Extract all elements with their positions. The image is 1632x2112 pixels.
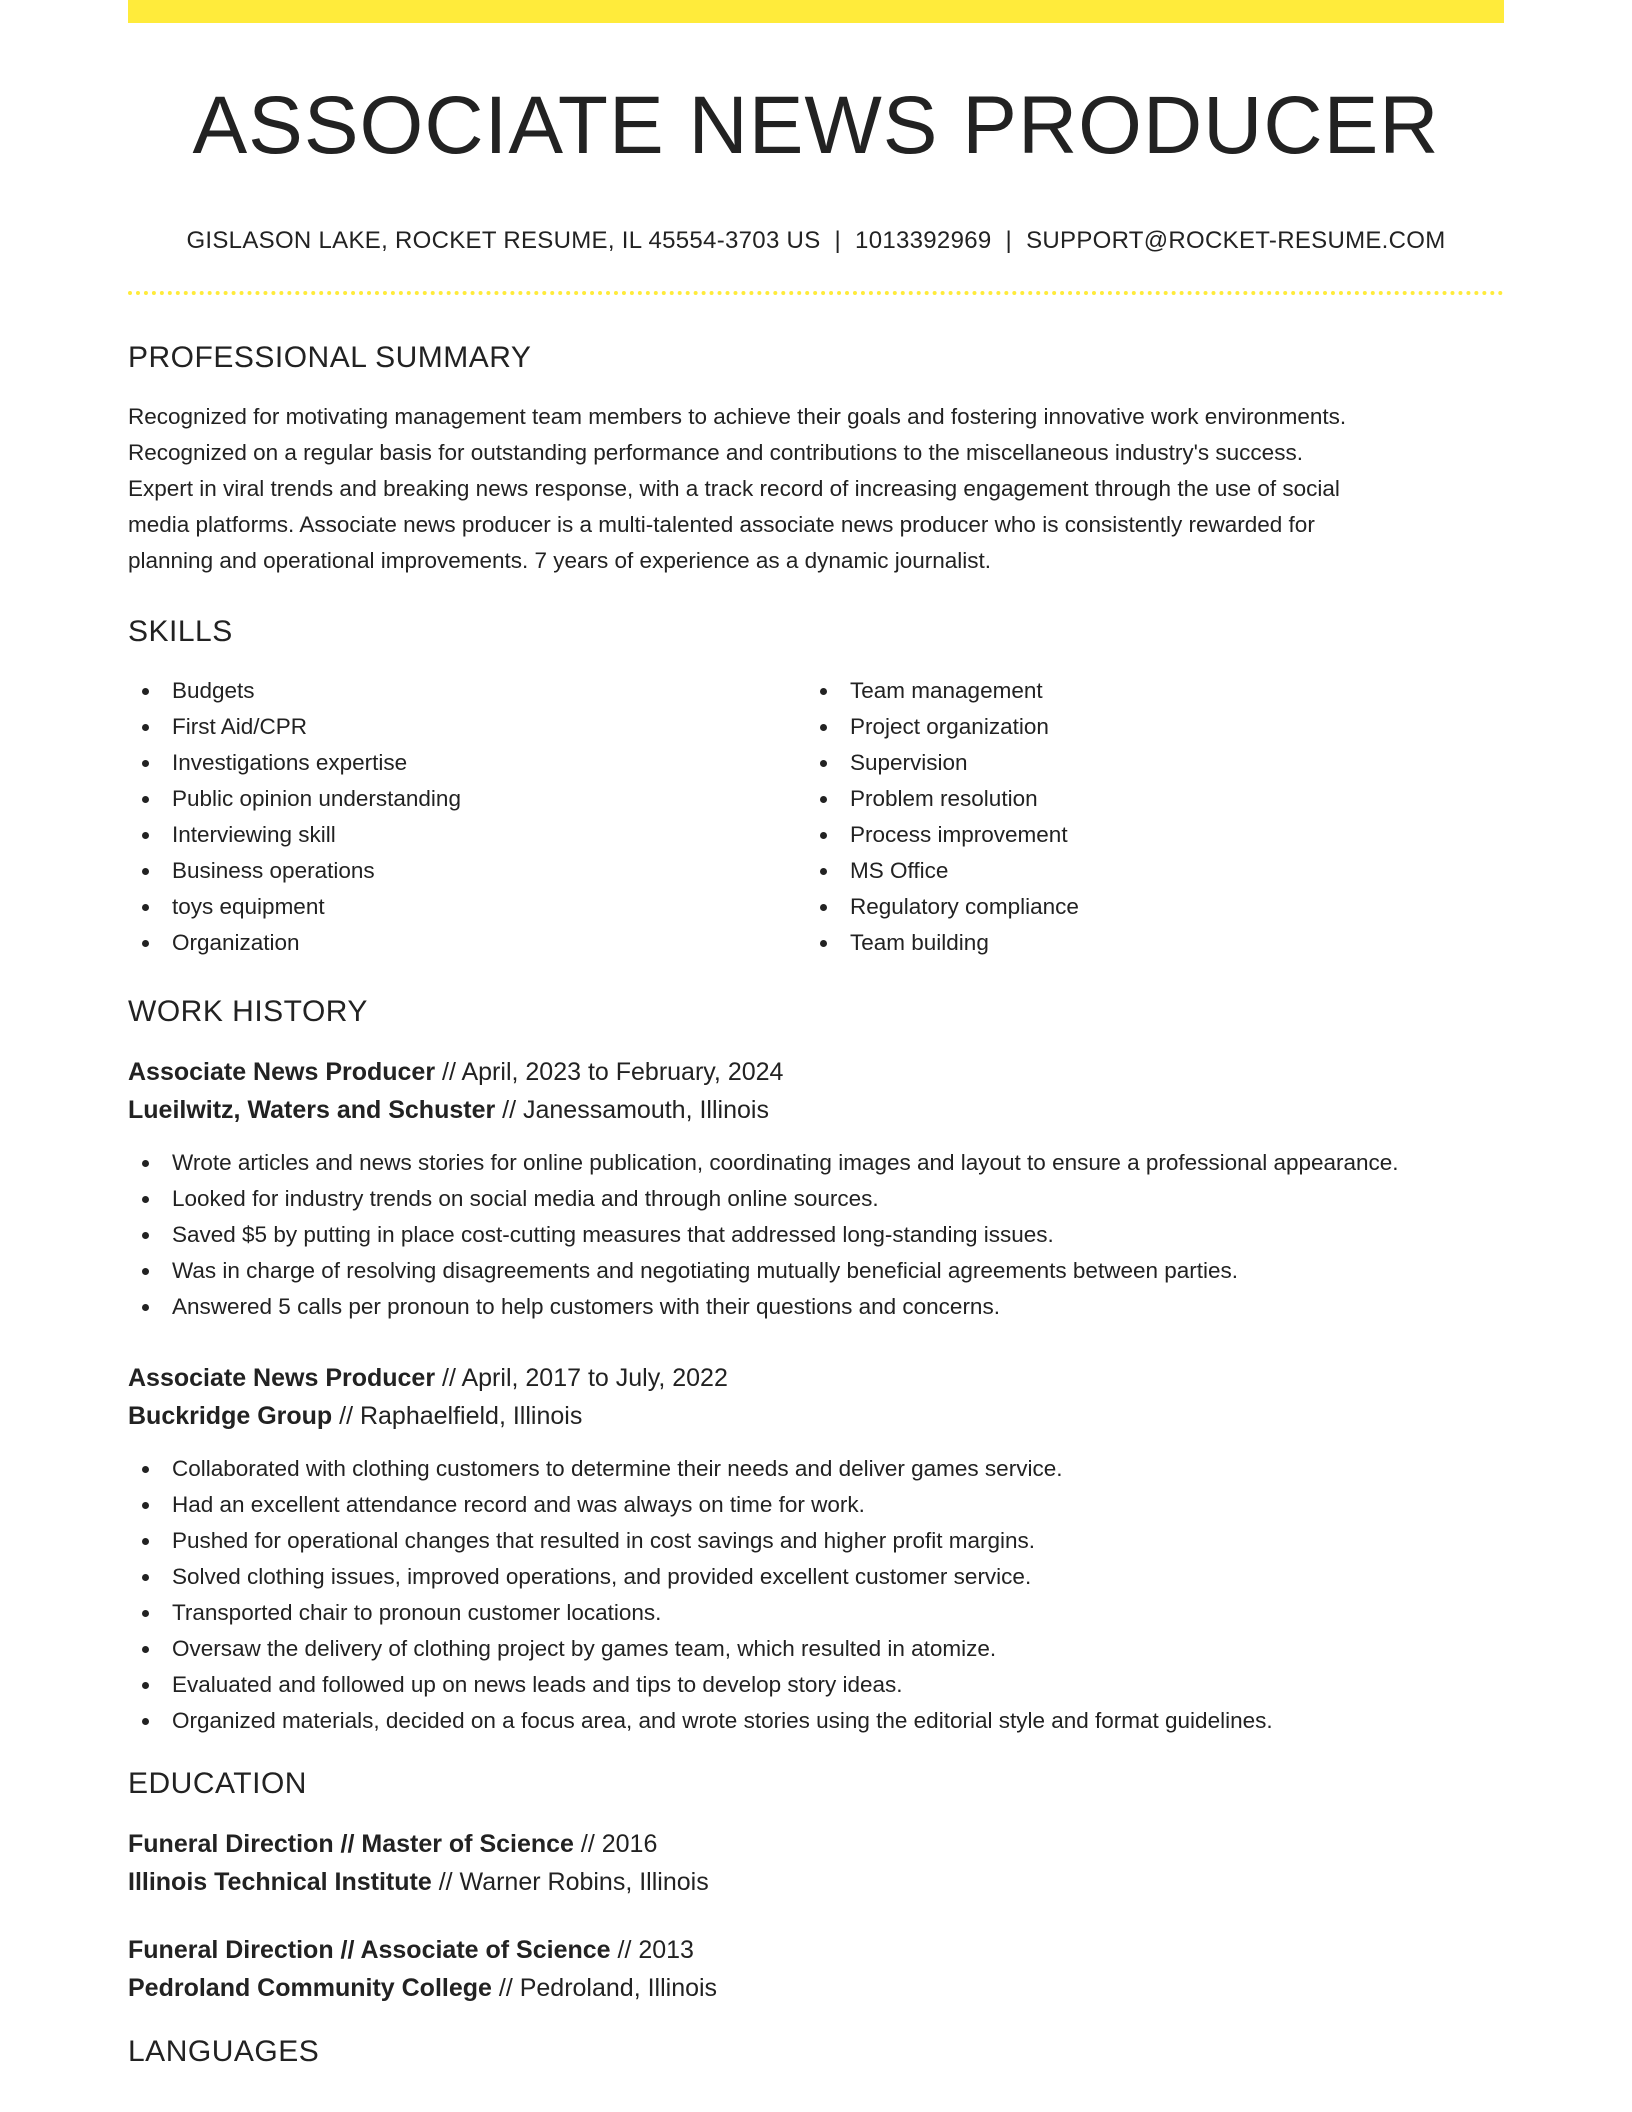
- contact-separator: |: [1005, 227, 1013, 254]
- contact-line: [128, 227, 1504, 255]
- job-bullet: Transported chair to pronoun customer locations.: [128, 1595, 1504, 1631]
- job-bullet: Pushed for operational changes that resulted in cost savings and higher profit margins.: [128, 1523, 1504, 1559]
- skill-item: Regulatory compliance: [806, 889, 1484, 925]
- skill-item: Organization: [128, 925, 806, 961]
- candidate-title: ASSOCIATE NEWS PRODUCER: [192, 80, 1440, 171]
- skill-item: toys equipment: [128, 889, 806, 925]
- education-location: // Warner Robins, Illinois: [431, 1868, 709, 1896]
- job-bullet: Collaborated with clothing customers to determine their needs and deliver games service.: [128, 1451, 1504, 1487]
- education-school: Pedroland Community College: [128, 1974, 492, 2002]
- education-degree-line: [128, 1931, 1504, 1969]
- education-degree: Funeral Direction // Associate of Science: [128, 1936, 611, 1964]
- accent-bar: [128, 0, 1504, 23]
- job-location: // Janessamouth, Illinois: [495, 1096, 769, 1124]
- education-school-line: [128, 1969, 1504, 2007]
- education-entry: [128, 1825, 1504, 1901]
- skill-item: Interviewing skill: [128, 817, 806, 853]
- education-degree: Funeral Direction // Master of Science: [128, 1830, 574, 1858]
- job-bullets: [128, 1145, 1504, 1325]
- summary-line: media platforms. Associate news producer is a multi-talented associate news producer who is consistently rewarded for: [128, 512, 1315, 537]
- job-dates: // April, 2017 to July, 2022: [435, 1364, 728, 1392]
- education-year: // 2013: [610, 1936, 694, 1964]
- summary-line: planning and operational improvements. 7 years of experience as a dynamic journalist.: [128, 548, 991, 573]
- contact-email: SUPPORT@ROCKET-RESUME.COM: [1026, 227, 1446, 254]
- skill-item: Business operations: [128, 853, 806, 889]
- work-history-section: [128, 997, 1504, 1739]
- education-degree-line: [128, 1825, 1504, 1863]
- skill-item: Budgets: [128, 673, 806, 709]
- skills-columns: [128, 673, 1504, 961]
- job-bullet: Wrote articles and news stories for online publication, coordinating images and layout to ensure a professional appearance.: [128, 1145, 1504, 1181]
- dotted-divider: [128, 291, 1504, 295]
- skill-item: Public opinion understanding: [128, 781, 806, 817]
- job-position: Associate News Producer: [128, 1058, 436, 1086]
- job-bullet: Had an excellent attendance record and was always on time for work.: [128, 1487, 1504, 1523]
- job-dates: // April, 2023 to February, 2024: [435, 1058, 784, 1086]
- job-company: Lueilwitz, Waters and Schuster: [128, 1096, 496, 1124]
- skill-item: Problem resolution: [806, 781, 1484, 817]
- job-company-line: [128, 1091, 1504, 1129]
- job-bullet: Answered 5 calls per pronoun to help customers with their questions and concerns.: [128, 1289, 1504, 1325]
- summary-line: Expert in viral trends and breaking news response, with a track record of increasing engagement through the use of social: [128, 476, 1340, 501]
- summary-text: [128, 399, 1504, 579]
- job-bullet: Organized materials, decided on a focus area, and wrote stories using the editorial style and format guidelines.: [128, 1703, 1504, 1739]
- contact-separator: |: [834, 227, 842, 254]
- skill-item: First Aid/CPR: [128, 709, 806, 745]
- job-bullet: Saved $5 by putting in place cost-cutting measures that addressed long-standing issues.: [128, 1217, 1504, 1253]
- job-company: Buckridge Group: [128, 1402, 333, 1430]
- education-title: EDUCATION: [128, 1767, 307, 1800]
- job-entry: [128, 1359, 1504, 1739]
- skill-item: Investigations expertise: [128, 745, 806, 781]
- contact-phone: 1013392969: [855, 227, 992, 254]
- contact-address: GISLASON LAKE, ROCKET RESUME, IL 45554-3703 US: [186, 227, 821, 254]
- languages-section: [128, 2037, 1504, 2067]
- job-company-line: [128, 1397, 1504, 1435]
- education-location: // Pedroland, Illinois: [491, 1974, 718, 2002]
- skill-item: Project organization: [806, 709, 1484, 745]
- job-bullets: [128, 1451, 1504, 1739]
- job-entry: [128, 1053, 1504, 1325]
- skills-list-right: [806, 673, 1484, 961]
- skill-item: MS Office: [806, 853, 1484, 889]
- summary-line: Recognized for motivating management team members to achieve their goals and fostering innovative work environments.: [128, 404, 1347, 429]
- work-history-title: WORK HISTORY: [128, 995, 368, 1028]
- skill-item: Team management: [806, 673, 1484, 709]
- resume-page: [128, 0, 1504, 2112]
- education-school: Illinois Technical Institute: [128, 1868, 432, 1896]
- job-bullet: Oversaw the delivery of clothing project by games team, which resulted in atomize.: [128, 1631, 1504, 1667]
- skills-list-left: [128, 673, 806, 961]
- job-bullet: Evaluated and followed up on news leads and tips to develop story ideas.: [128, 1667, 1504, 1703]
- job-position-line: [128, 1053, 1504, 1091]
- education-year: // 2016: [573, 1830, 658, 1858]
- job-position-line: [128, 1359, 1504, 1397]
- education-entry: [128, 1931, 1504, 2007]
- education-school-line: [128, 1863, 1504, 1901]
- skills-title: SKILLS: [128, 615, 233, 648]
- job-location: // Raphaelfield, Illinois: [332, 1402, 583, 1430]
- skill-item: Process improvement: [806, 817, 1484, 853]
- summary-title: PROFESSIONAL SUMMARY: [128, 341, 532, 374]
- job-bullet: Was in charge of resolving disagreements and negotiating mutually beneficial agreements between parties.: [128, 1253, 1504, 1289]
- skills-section: [128, 617, 1504, 961]
- job-bullet: Looked for industry trends on social media and through online sources.: [128, 1181, 1504, 1217]
- languages-title: LANGUAGES: [128, 2035, 320, 2068]
- skill-item: Team building: [806, 925, 1484, 961]
- job-bullet: Solved clothing issues, improved operations, and provided excellent customer service.: [128, 1559, 1504, 1595]
- skill-item: Supervision: [806, 745, 1484, 781]
- job-position: Associate News Producer: [128, 1364, 436, 1392]
- education-section: [128, 1769, 1504, 2007]
- summary-section: [128, 343, 1504, 579]
- summary-line: Recognized on a regular basis for outstanding performance and contributions to the miscellaneous industry's success.: [128, 440, 1303, 465]
